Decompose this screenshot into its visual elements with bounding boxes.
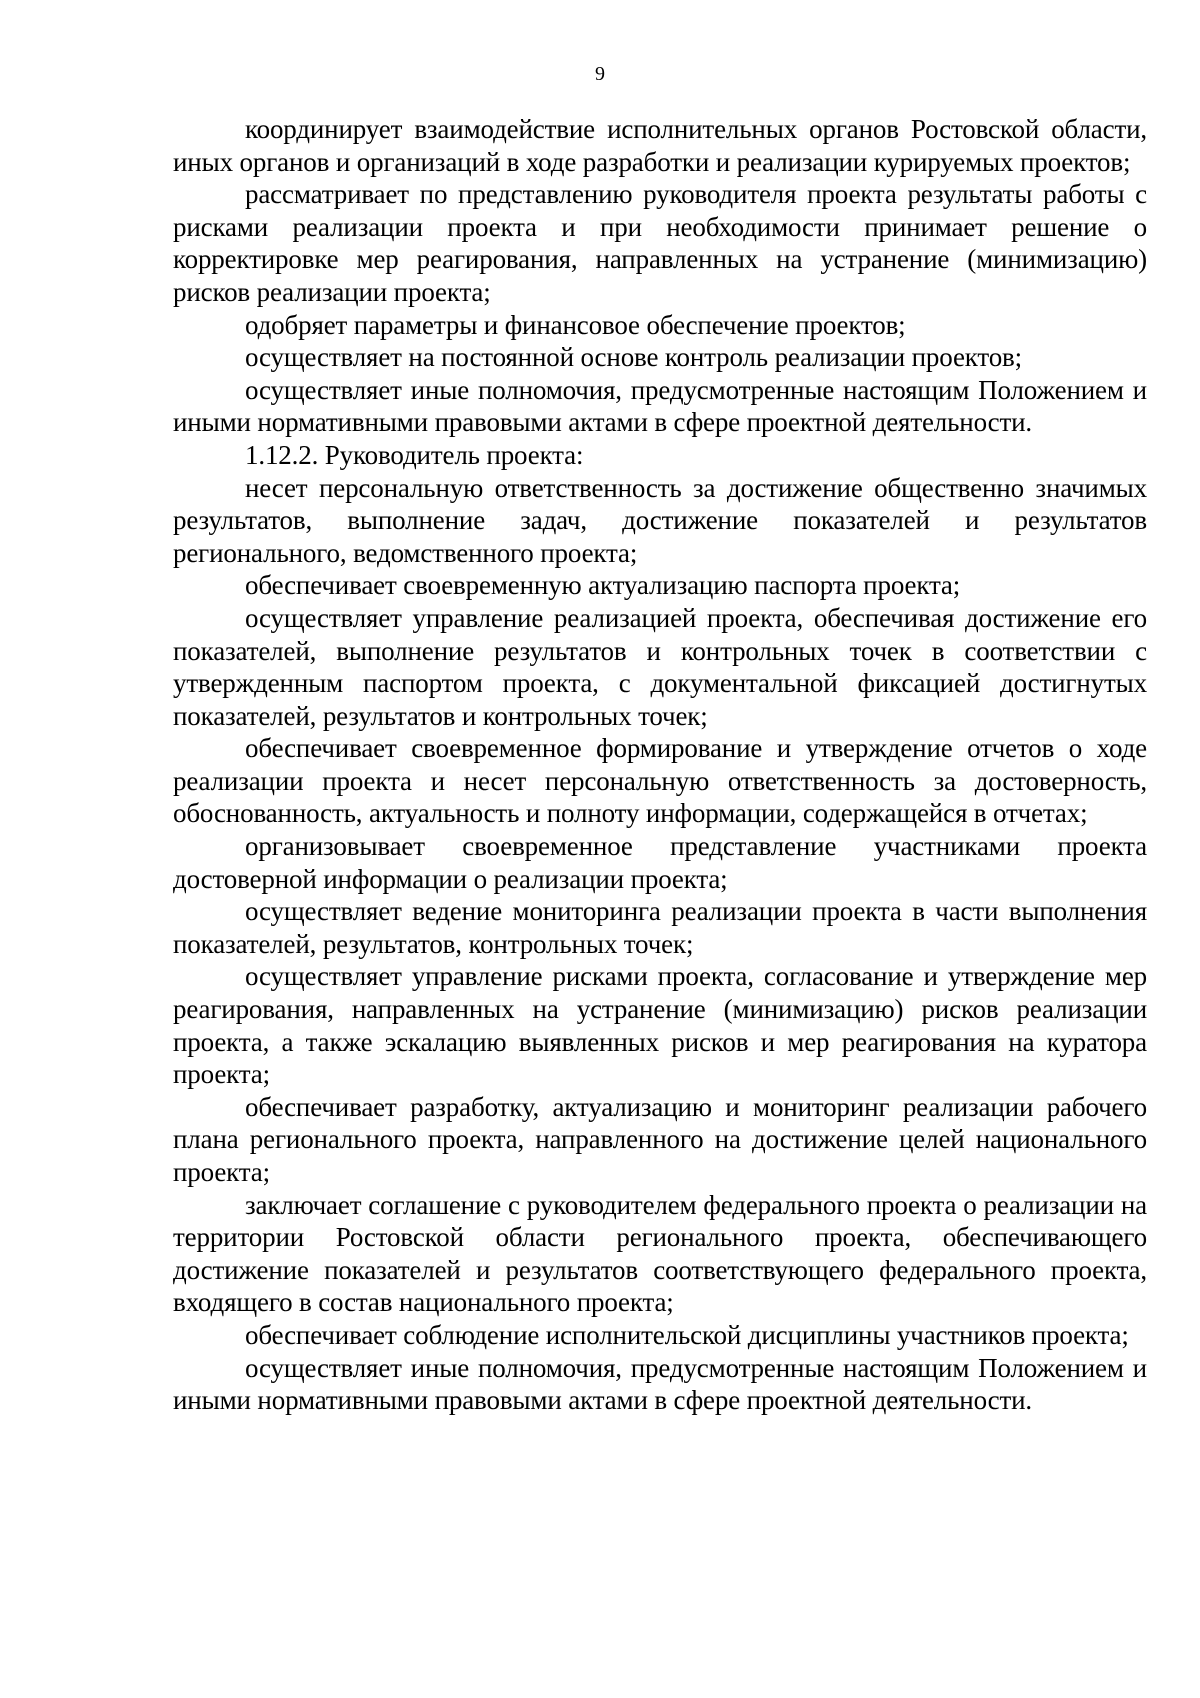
paragraph: обеспечивает соблюдение исполнительской дисциплины участников проекта; xyxy=(245,1319,1129,1350)
paragraph: одобряет параметры и финансовое обеспечение проектов; xyxy=(245,309,906,340)
paragraph: организовывает своевременное представление участниками проекта достоверной информации о реализации проекта; xyxy=(173,831,1147,894)
paragraph: осуществляет ведение мониторинга реализации проекта в части выполнения показателей, результатов, контрольных точек; xyxy=(173,896,1147,959)
paragraph: обеспечивает своевременное формирование и утверждение отчетов о ходе реализации проекта и несет персональную ответственность за достоверность, обоснованность, актуальность и полноту информации, содержащейся в отчетах; xyxy=(173,733,1147,829)
paragraph: осуществляет на постоянной основе контроль реализации проектов; xyxy=(245,342,1022,373)
paragraph: осуществляет иные полномочия, предусмотренные настоящим Положением и иными нормативными правовыми актами в сфере проектной деятельности. xyxy=(173,374,1147,438)
page-number: 9 xyxy=(595,63,605,85)
paragraph: обеспечивает разработку, актуализацию и мониторинг реализации рабочего плана регионального проекта, направленного на достижение целей национального проекта; xyxy=(173,1091,1147,1187)
paragraph: обеспечивает своевременную актуализацию паспорта проекта; xyxy=(245,570,961,601)
section-heading: 1.12.2. Руководитель проекта: xyxy=(245,439,584,470)
paragraph: несет персональную ответственность за достижение общественно значимых результатов, выполнение задач, достижение показателей и результатов регионального, ведомственного проекта; xyxy=(173,472,1147,568)
paragraph: осуществляет управление реализацией проекта, обеспечивая достижение его показателей, выполнение результатов и контрольных точек в соответствии с утвержденным паспортом проекта, с документальной фиксацией достигнутых показателей, результатов и контрольных точек; xyxy=(173,602,1147,731)
paragraph: рассматривает по представлению руководителя проекта результаты работы с рисками реализации проекта и при необходимости принимает решение о корректировке мер реагирования, направленных на устранение (минимизацию) рисков реализации проекта; xyxy=(173,179,1147,307)
paragraph: осуществляет иные полномочия, предусмотренные настоящим Положением и иными нормативными правовыми актами в сфере проектной деятельности. xyxy=(173,1352,1147,1416)
paragraph: координирует взаимодействие исполнительных органов Ростовской области, иных органов и организаций в ходе разработки и реализации курируемых проектов; xyxy=(173,114,1147,177)
paragraph: осуществляет управление рисками проекта, согласование и утверждение мер реагирования, направленных на устранение (минимизацию) рисков реализации проекта, а также эскалацию выявленных рисков и мер реагирования на куратора проекта; xyxy=(173,961,1147,1090)
paragraph: заключает соглашение с руководителем федерального проекта о реализации на территории Ростовской области регионального проекта, обеспечивающего достижение показателей и результатов соответствующего федерального проекта, входящего в состав национального проекта; xyxy=(173,1189,1147,1318)
document-body xyxy=(173,113,1147,1417)
